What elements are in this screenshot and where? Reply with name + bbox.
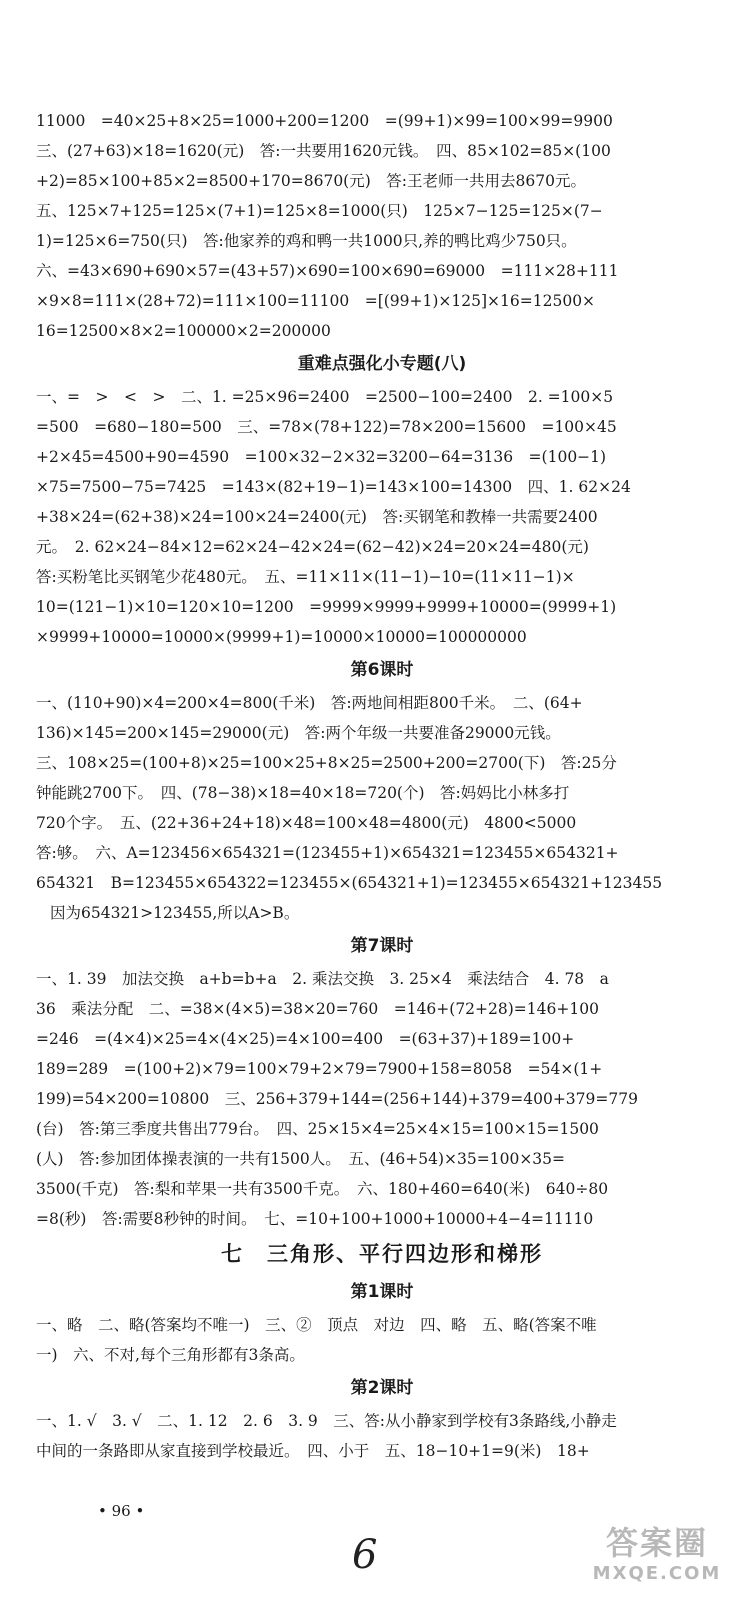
answer-line: =246 =(4×4)×25=4×(4×25)=4×100=400 =(63+37)+189=100+	[36, 1030, 575, 1048]
answer-line: 199)=54×200=10800 三、256+379+144=(256+144)+379=400+379=779	[36, 1090, 638, 1108]
answer-line: 10=(121−1)×10=120×10=1200 =9999×9999+9999+10000=(9999+1)	[36, 598, 617, 616]
answer-line: 元。 2. 62×24−84×12=62×24−42×24=(62−42)×24=20×24=480(元)	[36, 538, 589, 556]
answer-line: 16=12500×8×2=100000×2=200000	[36, 322, 331, 340]
watermark-logo	[572, 1522, 742, 1592]
answer-line: 189=289 =(100+2)×79=100×79+2×79=7900+158=8058 =54×(1+	[36, 1060, 603, 1078]
page-number: • 96 •	[98, 1502, 145, 1520]
answer-line: 因为654321>123455,所以A>B。	[50, 904, 300, 922]
answer-line: 三、108×25=(100+8)×25=100×25+8×25=2500+200=2700(下) 答:25分	[36, 754, 617, 772]
answer-line: 一) 六、不对,每个三角形都有3条高。	[36, 1346, 305, 1364]
answer-line: 一、(110+90)×4=200×4=800(千米) 答:两地间相距800千米。 二、(64+	[36, 694, 583, 712]
answer-line: ×75=7500−75=7425 =143×(82+19−1)=143×100=14300 四、1. 62×24	[36, 478, 631, 496]
watermark-text-bottom: MXQE.COM	[592, 1563, 722, 1584]
answer-line: ×9999+10000=10000×(9999+1)=10000×10000=100000000	[36, 628, 527, 646]
section-heading: 第2课时	[350, 1378, 414, 1398]
answer-line: =8(秒) 答:需要8秒钟的时间。 七、=10+100+1000+10000+4−4=11110	[36, 1210, 594, 1228]
answer-line: 中间的一条路即从家直接到学校最近。 四、小于 五、18−10+1=9(米) 18+	[36, 1442, 590, 1460]
watermark-text-top: 答案圈	[605, 1524, 708, 1562]
answer-line: 六、=43×690+690×57=(43+57)×690=100×690=69000 =111×28+111	[36, 262, 619, 280]
answer-line: 五、125×7+125=125×(7+1)=125×8=1000(只) 125×7−125=125×(7−	[36, 202, 603, 220]
answer-line: 钟能跳2700下。 四、(78−38)×18=40×18=720(个) 答:妈妈比小林多打	[36, 784, 570, 802]
answer-line: 1)=125×6=750(只) 答:他家养的鸡和鸭一共1000只,养的鸭比鸡少750只。	[36, 232, 577, 250]
answer-line: 3500(千克) 答:梨和苹果一共有3500千克。 六、180+460=640(米) 640÷80	[36, 1180, 609, 1198]
answer-line: 一、= > < > 二、1. =25×96=2400 =2500−100=2400 2. =100×5	[36, 388, 614, 406]
answer-line: =500 =680−180=500 三、=78×(78+122)=78×200=15600 =100×45	[36, 418, 617, 436]
section-heading: 第7课时	[350, 936, 414, 956]
answer-line: +2)=85×100+85×2=8500+170=8670(元) 答:王老师一共用去8670元。	[36, 172, 586, 190]
answer-line: (台) 答:第三季度共售出779台。 四、25×15×4=25×4×15=100×15=1500	[36, 1120, 599, 1138]
answer-line: 答:买粉笔比买钢笔少花480元。 五、=11×11×(11−1)−10=(11×11−1)×	[36, 568, 575, 586]
handwritten-mark: 6	[352, 1532, 378, 1578]
answer-line: 三、(27+63)×18=1620(元) 答:一共要用1620元钱。 四、85×102=85×(100	[36, 142, 611, 160]
answer-text-body	[36, 106, 728, 1466]
answer-line: +38×24=(62+38)×24=100×24=2400(元) 答:买钢笔和教棒一共需要2400	[36, 508, 598, 526]
section-heading: 第1课时	[350, 1282, 414, 1302]
answer-line: 答:够。 六、A=123456×654321=(123455+1)×654321=123455×654321+	[36, 844, 619, 862]
answer-line: 一、1. √ 3. √ 二、1. 12 2. 6 3. 9 三、答:从小静家到学校有3条路线,小静走	[36, 1412, 617, 1430]
chapter-title: 七 三角形、平行四边形和梯形	[221, 1242, 543, 1266]
answer-line: 36 乘法分配 二、=38×(4×5)=38×20=760 =146+(72+28)=146+100	[36, 1000, 599, 1018]
answer-line: +2×45=4500+90=4590 =100×32−2×32=3200−64=3136 =(100−1)	[36, 448, 607, 466]
section-heading: 第6课时	[350, 660, 414, 680]
answer-line: 11000 =40×25+8×25=1000+200=1200 =(99+1)×99=100×99=9900	[36, 112, 613, 130]
answer-line: 一、1. 39 加法交换 a+b=b+a 2. 乘法交换 3. 25×4 乘法结合 4. 78 a	[36, 970, 609, 988]
section-heading: 重难点强化小专题(八)	[297, 354, 467, 374]
answer-line: (人) 答:参加团体操表演的一共有1500人。 五、(46+54)×35=100×35=	[36, 1150, 566, 1168]
answer-line: 136)×145=200×145=29000(元) 答:两个年级一共要准备29000元钱。	[36, 724, 561, 742]
answer-line: ×9×8=111×(28+72)=111×100=11100 =[(99+1)×125]×16=12500×	[36, 292, 596, 310]
answer-line: 654321 B=123455×654322=123455×(654321+1)=123455×654321+123455	[36, 874, 663, 892]
answer-line: 一、略 二、略(答案均不唯一) 三、② 顶点 对边 四、略 五、略(答案不唯	[36, 1316, 597, 1334]
answer-line: 720个字。 五、(22+36+24+18)×48=100×48=4800(元) 4800<5000	[36, 814, 577, 832]
